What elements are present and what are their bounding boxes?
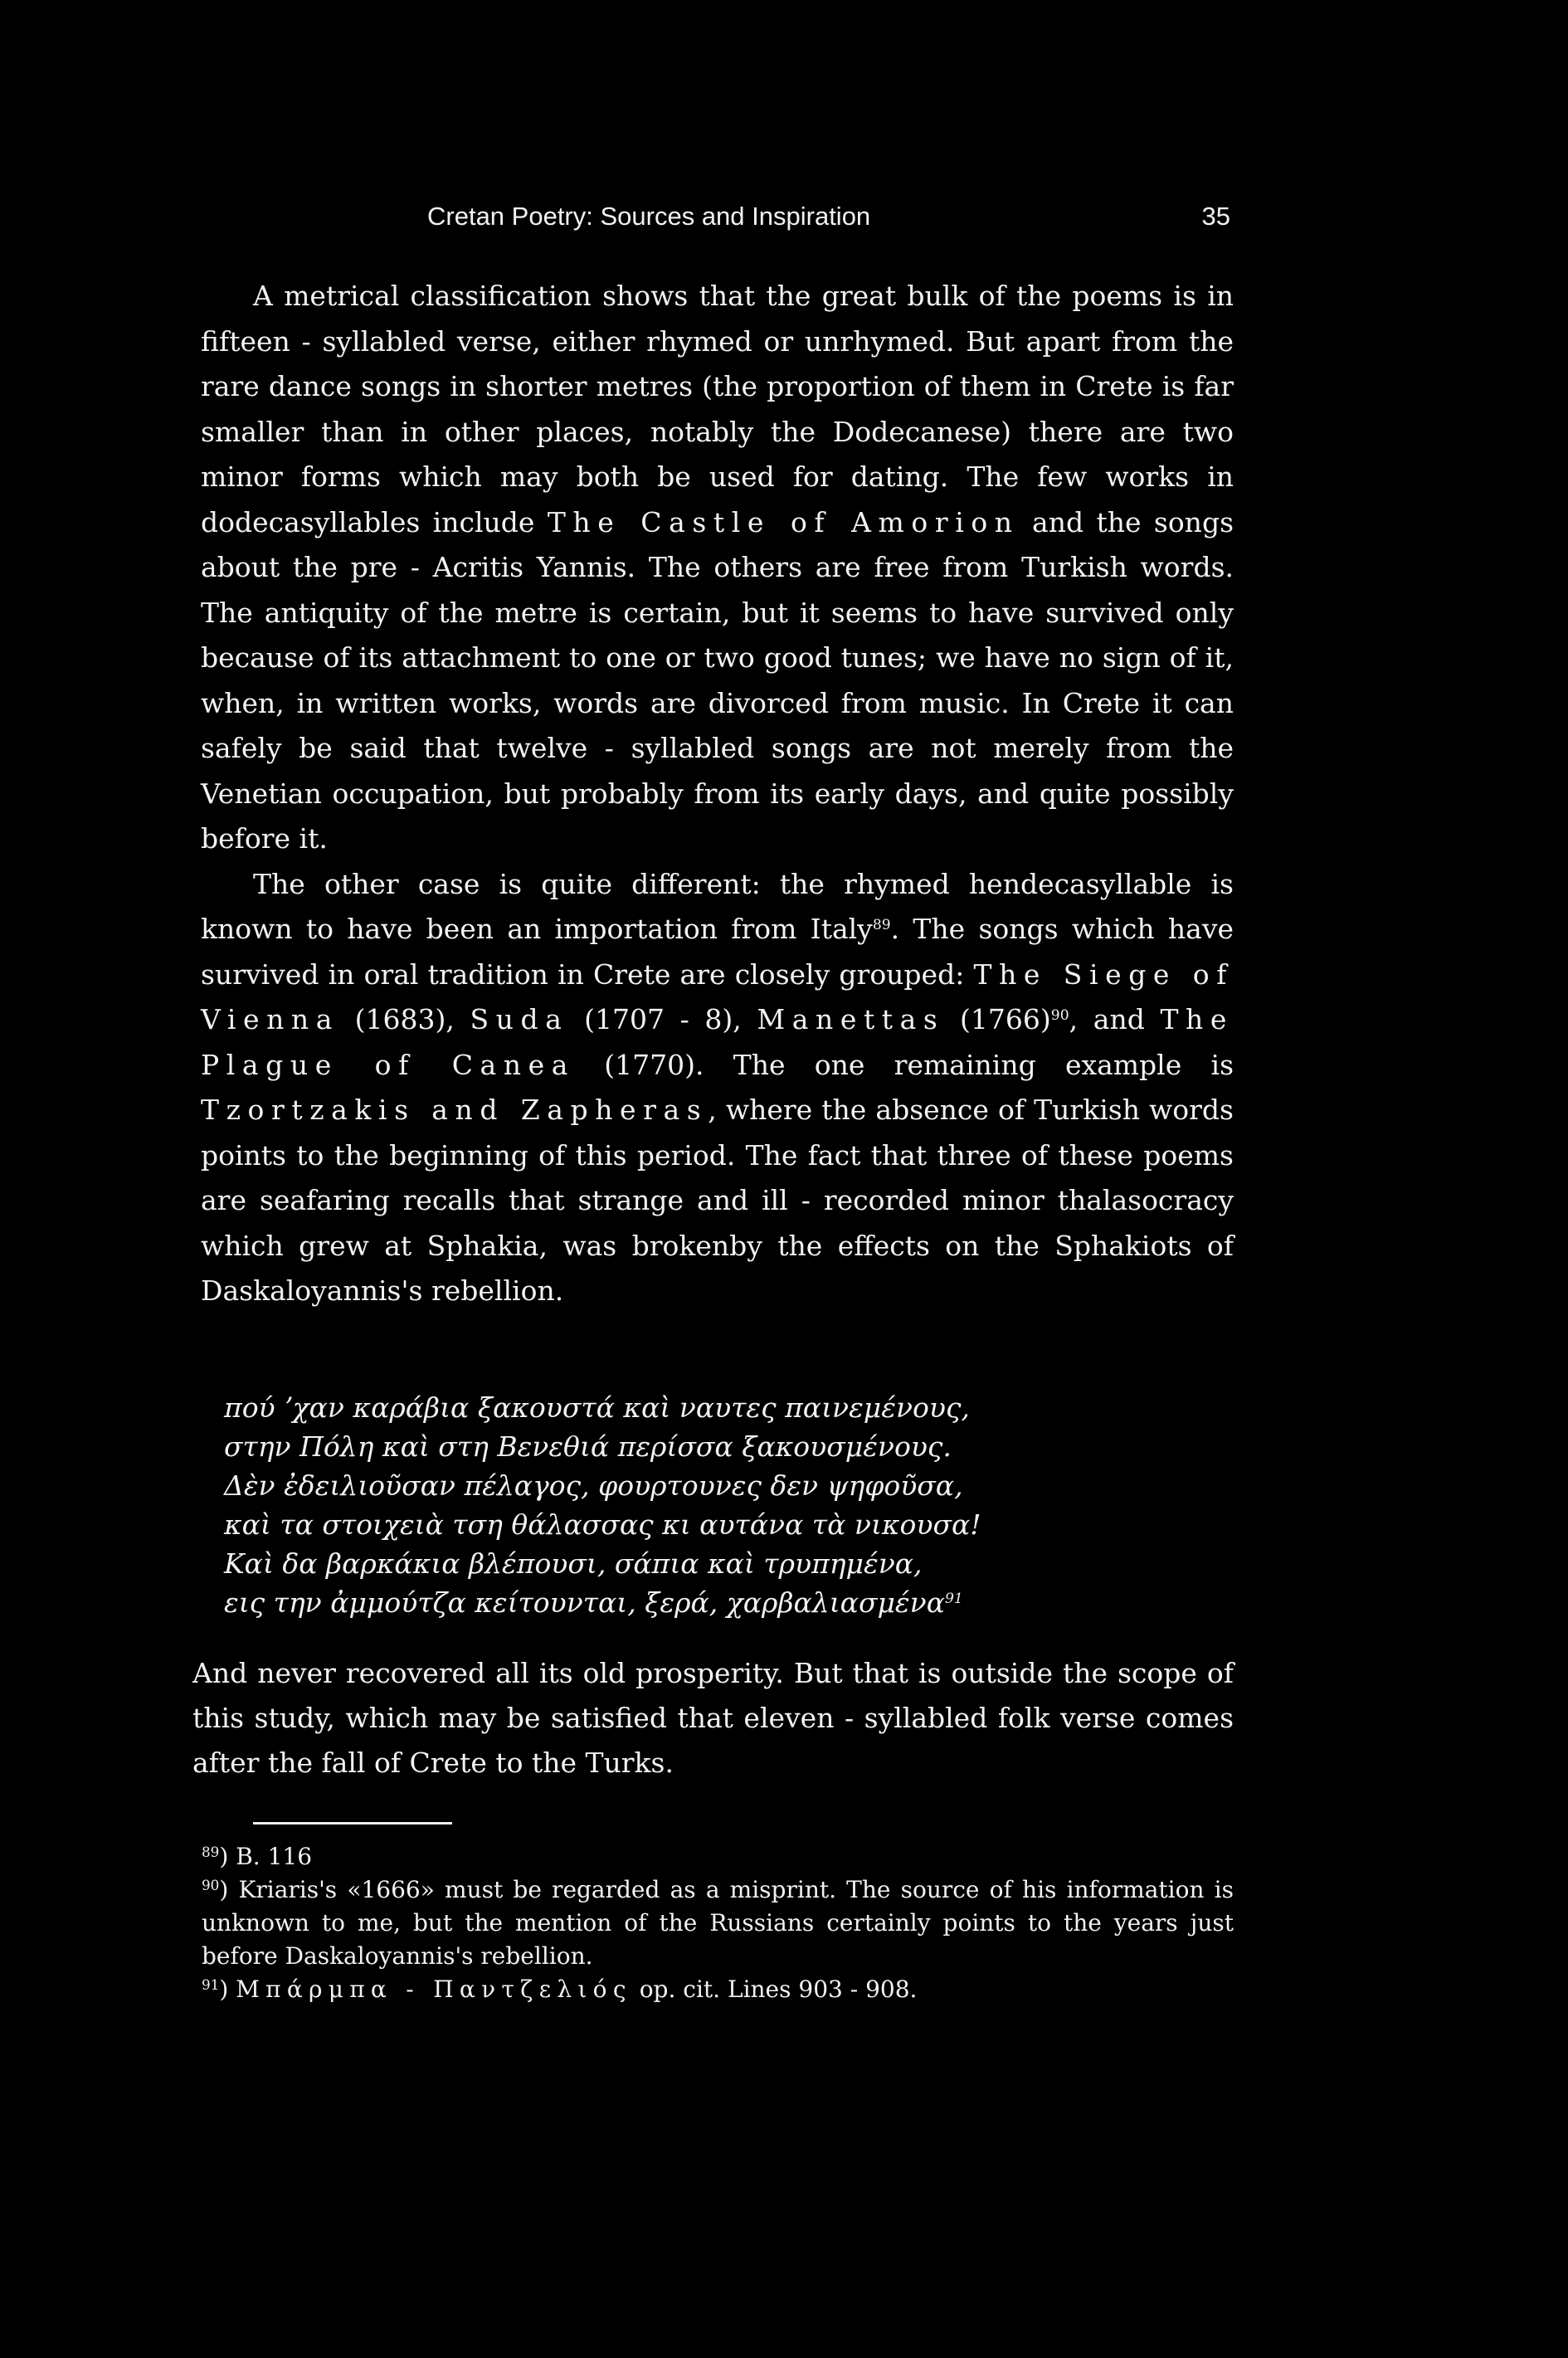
footnote-text: B. 116 xyxy=(236,1843,313,1870)
title-plague-of-canea: The Plague of Canea xyxy=(201,1003,1234,1081)
footnote-marker: 90 xyxy=(202,1876,220,1893)
page-number: 35 xyxy=(1201,202,1230,231)
title-siege-of-vienna: The Siege of Vienna xyxy=(201,957,1234,1035)
text-run: (1766) xyxy=(944,1003,1051,1035)
footnote-marker: 91 xyxy=(202,1976,220,1993)
footnote-ref-90: 90 xyxy=(1050,1006,1069,1024)
poem-line: Δὲν ἐδειλιοῦσαν πέλαγος, φουρτουνες δεν ψηφοῦσα, xyxy=(224,1469,963,1502)
running-header xyxy=(427,196,1230,237)
footnote-text: op. cit. Lines 903 - 908. xyxy=(631,1976,918,2003)
title-manettas: Manettas xyxy=(757,1003,945,1035)
footnote-91: $^{91}$) Μπάρμπα - Παντζελιός op. cit. Lines 903 - 908. xyxy=(202,1976,918,2003)
running-title: Cretan Poetry: Sources and Inspiration xyxy=(427,202,871,231)
text-run: (1770). The one remaining example is xyxy=(575,1048,1234,1081)
footnote-text: Kriaris's «1666» must be regarded as a misprint. The source of his information is unknown to me, but the mention of the Russians certainly points to the years just before Daskaloyannis's rebellion. xyxy=(202,1876,1234,1970)
title-castle-of-amorion: The Castle of Amorion xyxy=(547,505,1020,538)
paragraph-hendecasyllable xyxy=(201,862,1234,1314)
main-text xyxy=(201,274,1234,1314)
quoted-poem xyxy=(224,1388,1203,1622)
footnote-90: $^{90}$) Kriaris's «1666» must be regarded as a misprint. The source of his information is unknown to me, but the mention of the Russians certainly points to the years just before Daskaloyannis's rebellion. xyxy=(202,1876,1234,1970)
poem-line: καὶ τα στοιχειὰ τση θάλασσας κι αυτάνα τὰ νικουσα! xyxy=(224,1508,981,1541)
title-suda: Suda xyxy=(470,1003,569,1035)
text-run: A metrical classification shows that the great bulk of the poems is in fifteen - syllabled verse, either rhymed or unrhymed. But apart from the rare dance songs in shorter metres (the proportion of them in Crete is far smaller than in other places, notably the Dodecanese) there are two minor forms which may both be used for dating. The few works in dodecasyllables include xyxy=(201,280,1234,538)
footnote-marker: 89 xyxy=(202,1843,220,1860)
footnote-title: Μπάρμπα - Παντζελιός xyxy=(236,1976,632,2003)
footnote-89: $^{89}$) B. 116 xyxy=(202,1843,313,1870)
text-run: , and xyxy=(1069,1003,1161,1035)
poem-line-text: εις την ἀμμούτζα κείτουνται, ξερά, χαρβαλιασμένα xyxy=(224,1586,945,1619)
poem-line: πού ʼχαν καράβια ξακουστά καὶ ναυτες παινεμένους, xyxy=(224,1391,970,1424)
footnote-ref-91: 91 xyxy=(944,1590,963,1607)
paragraph-metrical-classification xyxy=(201,274,1234,862)
footnotes xyxy=(187,1840,1234,2006)
title-tzortzakis-and-zapheras: Tzortzakis and Zapheras xyxy=(201,1094,709,1126)
text-run: and the songs about the pre - Acritis Yannis. The others are free from Turkish words. The antiquity of the metre is certain, but it seems to have survived only because of its attachment to one or two good tunes; we have no sign of it, when, in written works, words are divorced from music. In Crete it can safely be said that twelve - syllabled songs are not merely from the Venetian occupation, but probably from its early days, and quite possibly before it. xyxy=(201,505,1234,855)
text-run: , where the absence of Turkish words points to the beginning of this period. The fact that three of these poems are seafaring recalls that strange and ill - recorded minor thalasocracy which grew at Sphakia, was brokenby the effects on the Sphakiots of Daskaloyannis's rebellion. xyxy=(201,1094,1234,1307)
text-run: . The songs which have survived in oral tradition in Crete are closely grouped: xyxy=(201,913,1234,991)
text-run: The other case is quite different: the rhymed hendecasyllable is known to have been an importation from Italy xyxy=(201,867,1234,945)
text-run: (1707 - 8), xyxy=(568,1003,757,1035)
text-run: (1683), xyxy=(339,1003,470,1035)
poem-line: Καὶ δα βαρκάκια βλέπουσι, σάπια καὶ τρυπημένα, xyxy=(224,1547,923,1580)
paragraph-prosperity: And never recovered all its old prosperity. But that is outside the scope of this study, which may be satisfied that eleven - syllabled folk verse comes after the fall of Crete to the Turks. xyxy=(192,1657,1234,1779)
footnote-divider xyxy=(253,1822,452,1825)
poem-line: στην Πόλη καὶ στη Βενεθιά περίσσα ξακουσμένους. xyxy=(224,1430,952,1463)
footnote-ref-89: 89 xyxy=(872,916,891,933)
poem-line-last xyxy=(224,1583,1203,1622)
